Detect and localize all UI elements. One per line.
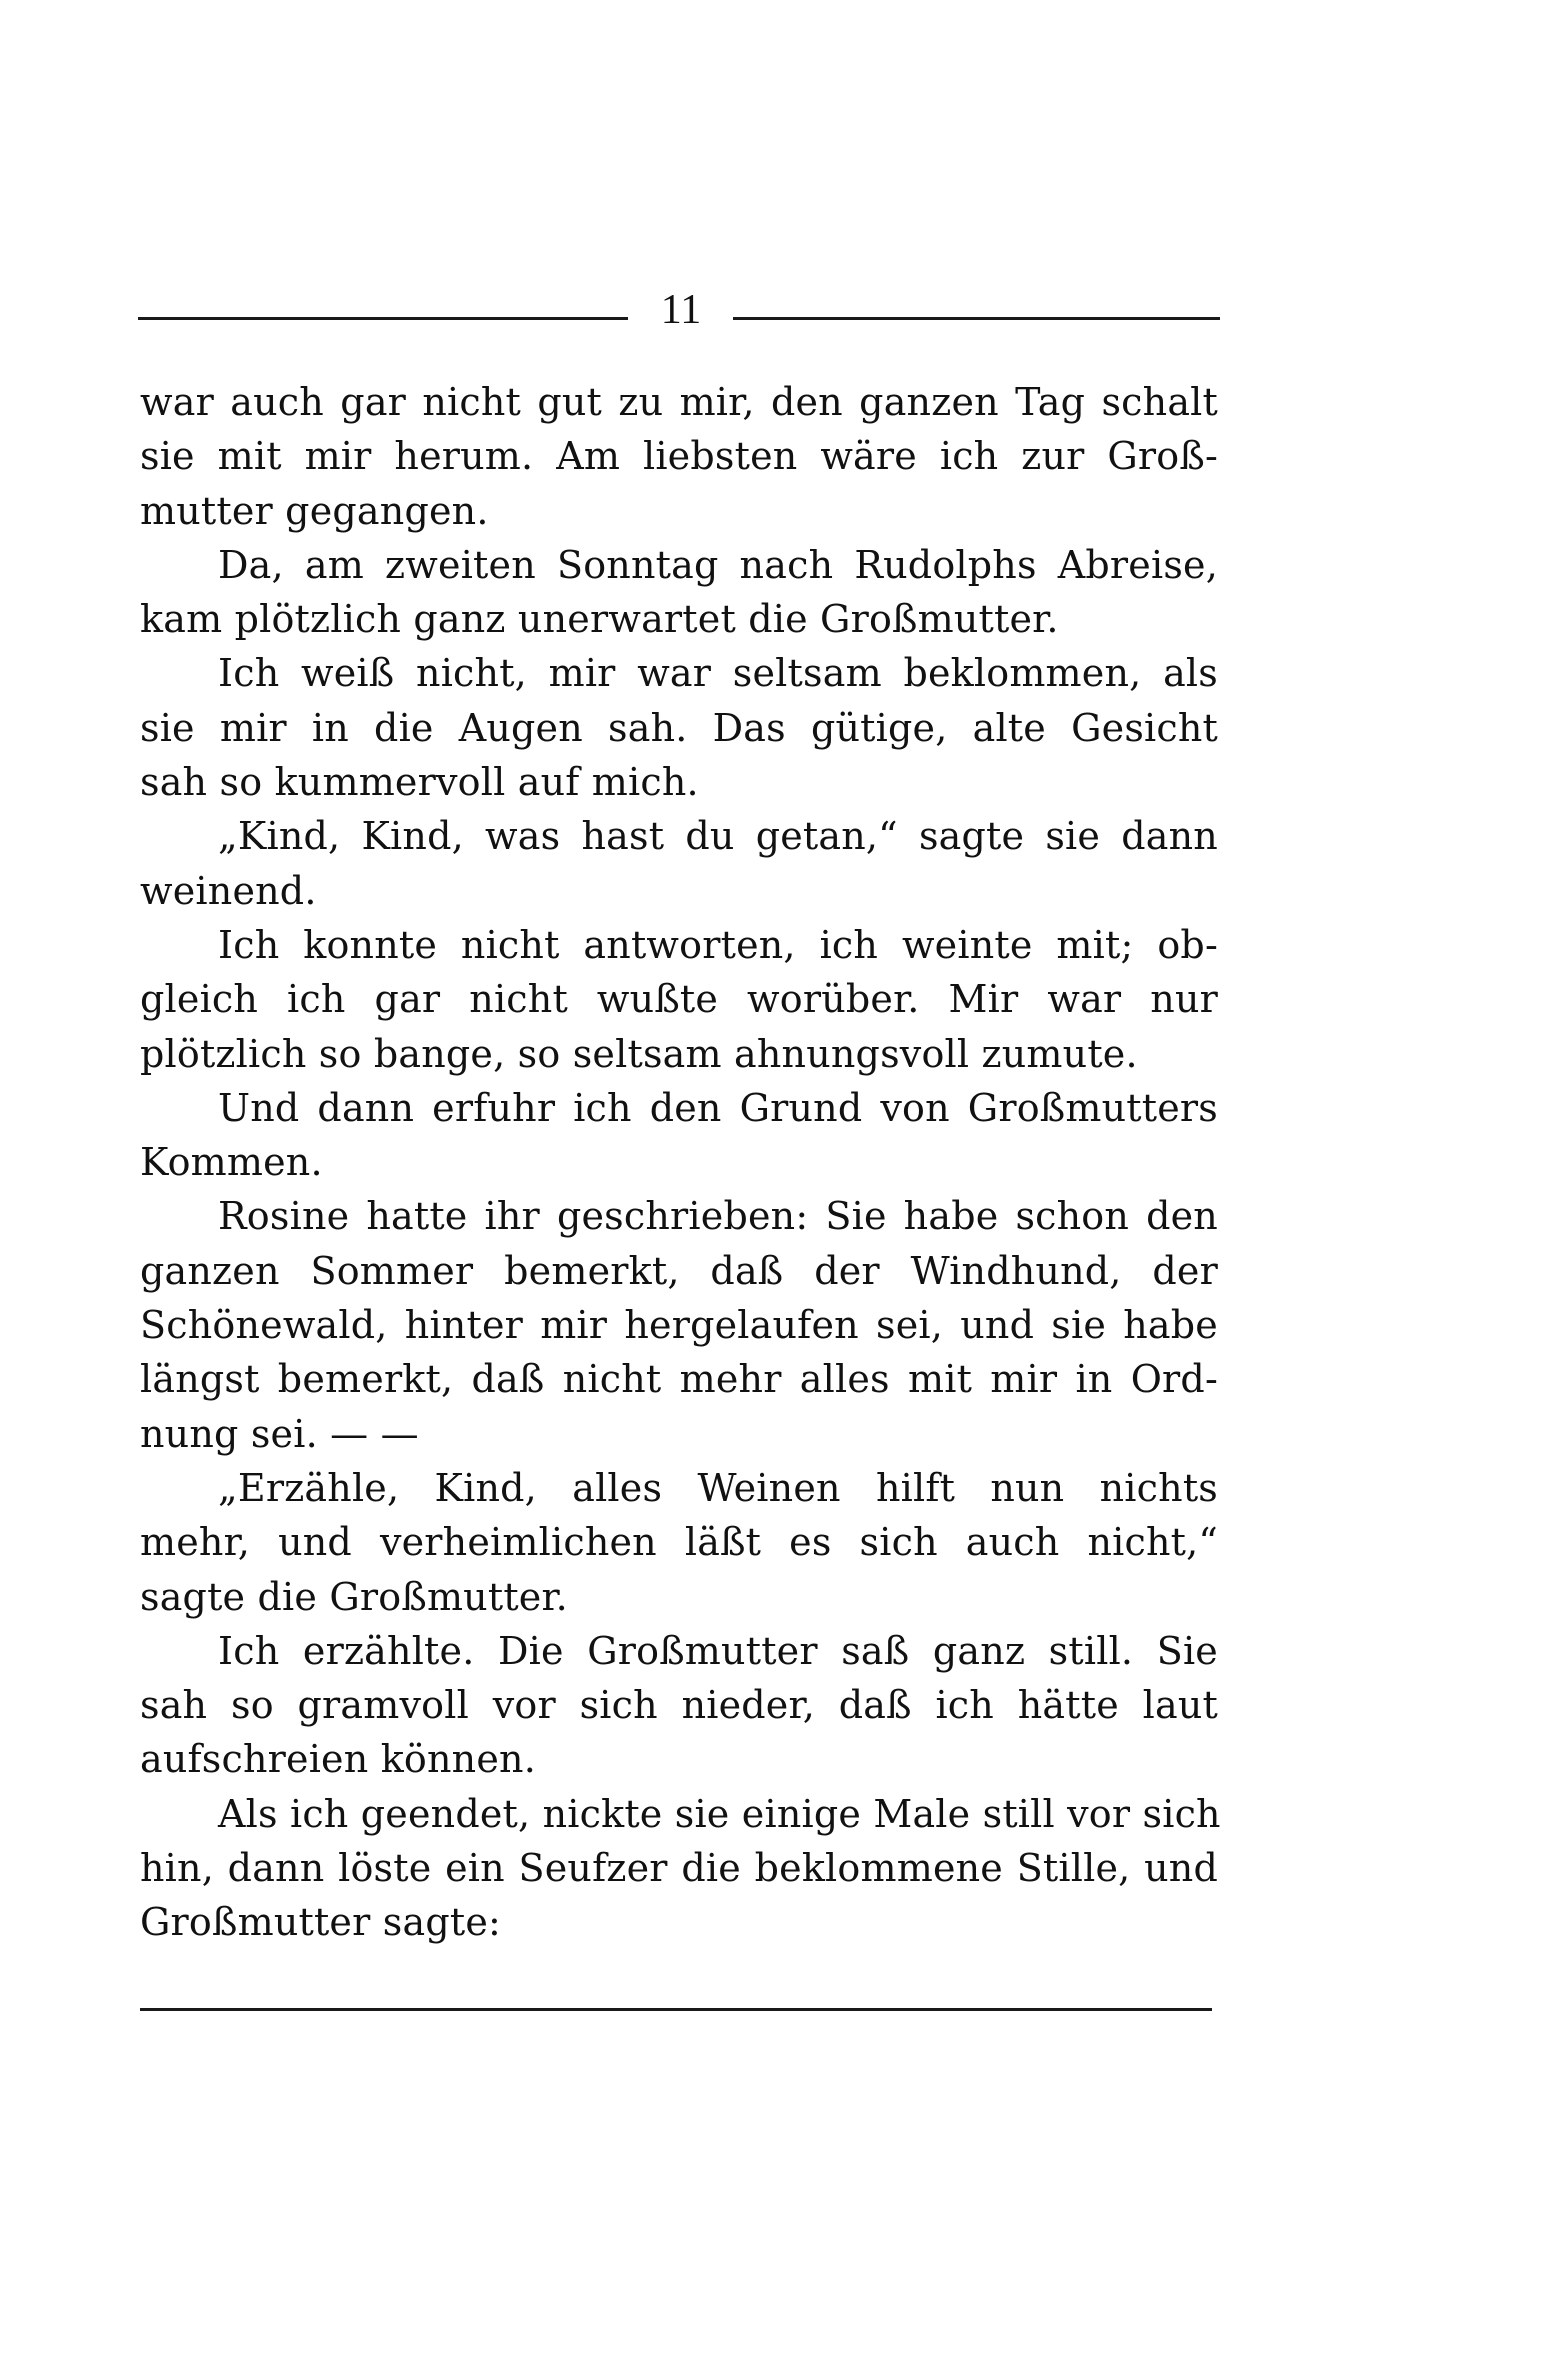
page-number: 11 xyxy=(660,287,702,333)
page-header xyxy=(138,285,1220,335)
text-line: aufschreien können. xyxy=(140,1737,536,1782)
text-line: Kommen. xyxy=(140,1140,323,1185)
header-rule-left xyxy=(138,317,628,320)
text-line: Rosine hatte ihr geschrieben: Sie habe schon den xyxy=(218,1194,1218,1239)
text-line: gleich ich gar nicht wußte worüber. Mir war nur xyxy=(140,977,1218,1022)
text-line: nung sei. — — xyxy=(140,1411,419,1456)
text-line: plötzlich so bange, so seltsam ahnungsvoll zumute. xyxy=(140,1031,1138,1076)
text-line: „Erzähle, Kind, alles Weinen hilft nun nichts xyxy=(218,1465,1218,1510)
text-line: Schönewald, hinter mir hergelaufen sei, und sie habe xyxy=(140,1303,1218,1348)
text-line: hin, dann löste ein Seufzer die beklommene Stille, und xyxy=(140,1846,1218,1891)
text-line: Ich konnte nicht antworten, ich weinte mit; ob- xyxy=(218,922,1218,967)
text-line: Ich weiß nicht, mir war seltsam beklommen, als xyxy=(218,651,1218,696)
text-line: sie mir in die Augen sah. Das gütige, alte Gesicht xyxy=(140,705,1218,750)
text-line: Als ich geendet, nickte sie einige Male still vor sich xyxy=(218,1791,1221,1836)
text-line: Da, am zweiten Sonntag nach Rudolphs Abreise, xyxy=(218,542,1218,587)
text-line: Großmutter sagte: xyxy=(140,1900,502,1945)
text-line: Und dann erfuhr ich den Grund von Großmutters xyxy=(218,1085,1218,1130)
text-line: längst bemerkt, daß nicht mehr alles mit mir in Ord- xyxy=(140,1357,1218,1402)
text-line: mehr, und verheimlichen läßt es sich auch nicht,“ xyxy=(140,1520,1218,1565)
text-line: „Kind, Kind, was hast du getan,“ sagte sie dann xyxy=(218,814,1218,859)
text-line: weinend. xyxy=(140,868,317,913)
text-line: sagte die Großmutter. xyxy=(140,1574,568,1619)
footer-rule xyxy=(140,2008,1212,2011)
text-line: sah so kummervoll auf mich. xyxy=(140,760,699,805)
text-line: Ich erzählte. Die Großmutter saß ganz still. Sie xyxy=(218,1628,1218,1673)
text-line: sah so gramvoll vor sich nieder, daß ich hätte laut xyxy=(140,1683,1218,1728)
body-text xyxy=(140,375,1221,1950)
header-rule-right xyxy=(733,317,1220,320)
text-line: sie mit mir herum. Am liebsten wäre ich zur Groß- xyxy=(140,434,1218,479)
text-line: war auch gar nicht gut zu mir, den ganzen Tag schalt xyxy=(140,380,1218,424)
text-line: mutter gegangen. xyxy=(140,488,489,533)
text-line: ganzen Sommer bemerkt, daß der Windhund, der xyxy=(140,1248,1218,1293)
text-line: kam plötzlich ganz unerwartet die Großmutter. xyxy=(140,597,1059,642)
